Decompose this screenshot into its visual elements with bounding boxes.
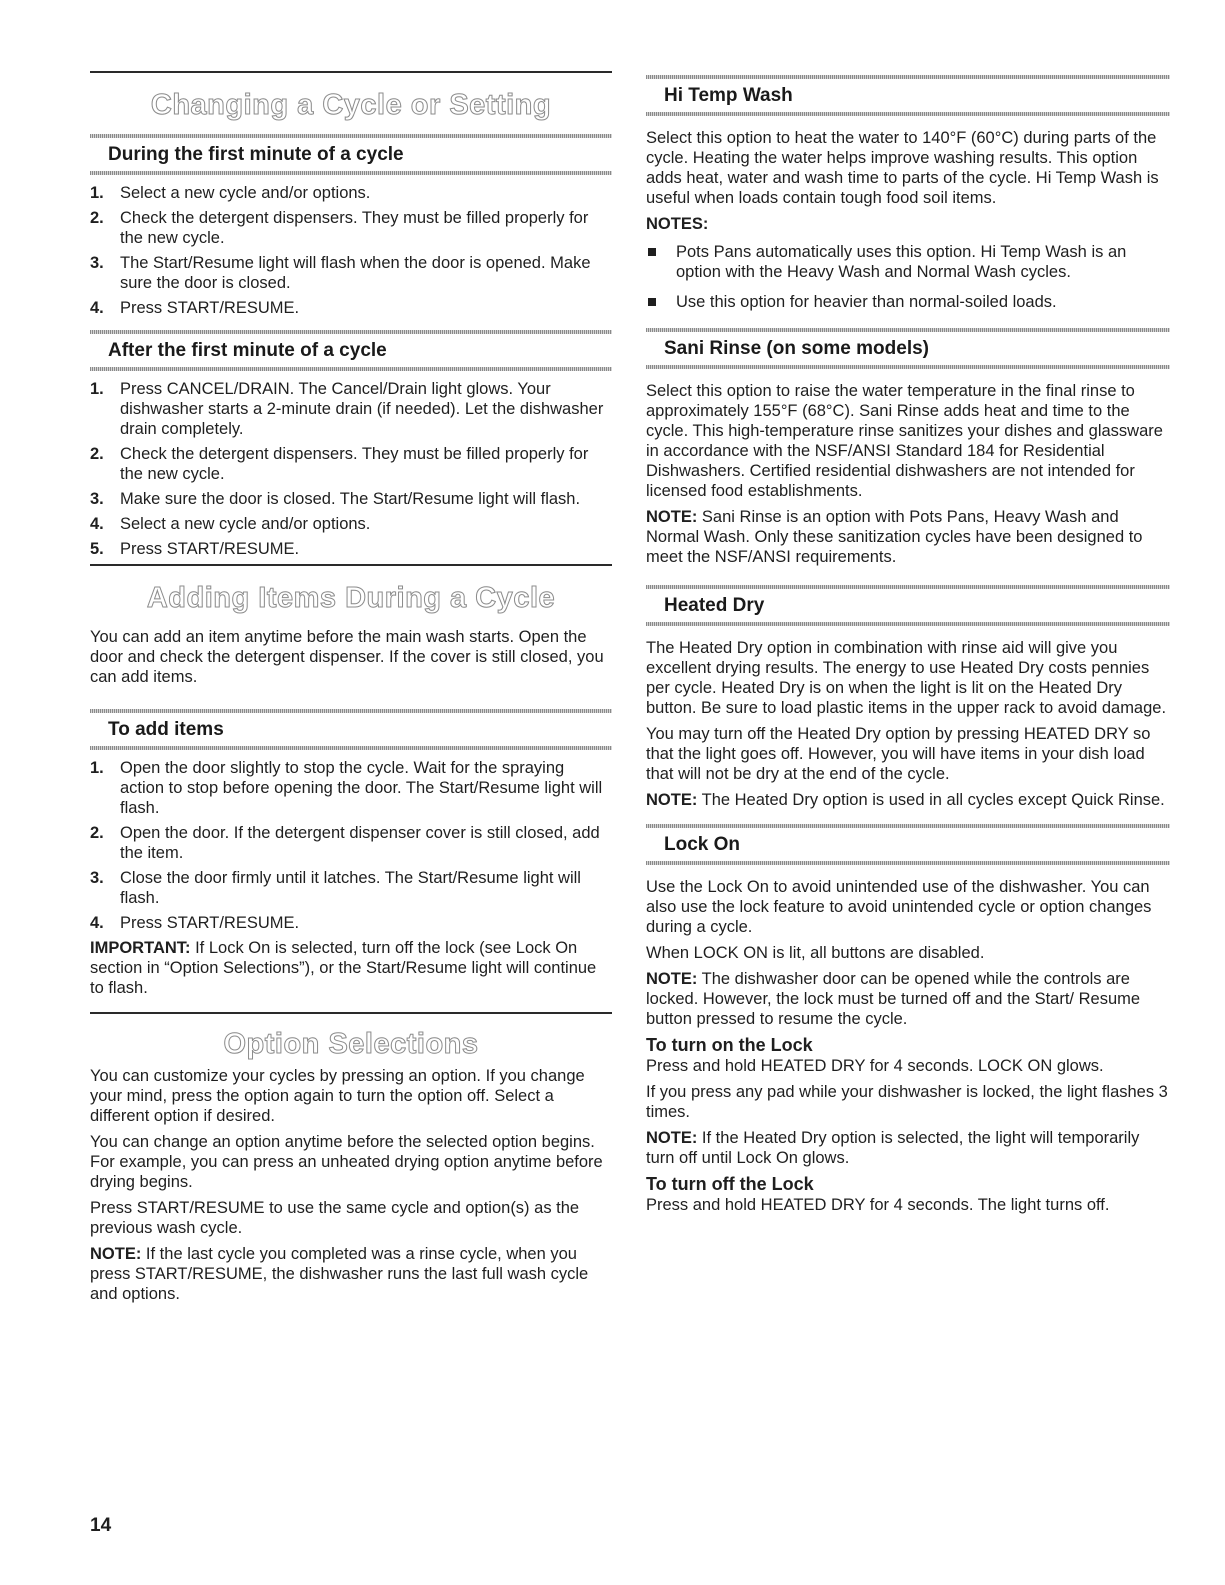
adding-intro: You can add an item anytime before the main wash starts. Open the door and check the detergent dispenser. If the cover is still closed, you can add items.: [90, 628, 604, 686]
bullet-text: Use this option for heavier than normal-soiled loads.: [676, 293, 1057, 311]
step-number: 2.: [90, 209, 104, 227]
hatch-divider: [90, 746, 612, 750]
heading-lock-on: Lock On: [664, 834, 741, 855]
section-rule: [90, 1012, 612, 1014]
hitemp-paragraph: Select this option to heat the water to 140°F (60°C) during parts of the cycle. Heating the water helps improve washing results. This option adds heat, water and wash time to parts of the cycle. Hi Temp Wash is useful when loads contain tough food soil items.: [646, 129, 1159, 207]
list-item: [90, 758, 612, 818]
step-text: Check the detergent dispensers. They must be filled properly for the new cycle.: [120, 209, 589, 247]
sani-paragraph: Select this option to raise the water temperature in the final rinse to approximately 155°F (68°C). Sani Rinse adds heat and time to the cycle. This high-temperature rinse sanitizes your dishes and glassware in accordance with the NSF/ANSI Standard 184 for Residential Dishwashers. Certified residential dishwashers are not intended for licensed food establishments.: [646, 382, 1163, 500]
note-text: If the Heated Dry option is selected, the light will temporarily turn off until Lock On glows.: [646, 1129, 1140, 1167]
bullet-icon: [648, 298, 656, 306]
after-steps-list: [90, 379, 612, 559]
list-item: [646, 292, 1170, 312]
heading-after-first-minute: After the first minute of a cycle: [108, 340, 387, 361]
important-label: IMPORTANT:: [90, 939, 191, 957]
step-number: 2.: [90, 824, 104, 842]
list-item: [90, 868, 612, 908]
step-text: Press START/RESUME.: [120, 540, 300, 558]
options-paragraph-3: Press START/RESUME to use the same cycle and option(s) as the previous wash cycle.: [90, 1199, 580, 1237]
step-number: 1.: [90, 184, 104, 202]
section-title-options: Option Selections: [223, 1028, 479, 1060]
lock-note-1: [646, 969, 1170, 1029]
page-number: 14: [90, 1515, 112, 1536]
hatch-divider: [90, 171, 612, 175]
heading-turn-off-lock: To turn off the Lock: [646, 1174, 814, 1194]
step-text: Press CANCEL/DRAIN. The Cancel/Drain light glows. Your dishwasher starts a 2-minute drain (if needed). Let the dishwasher drain completely.: [120, 380, 604, 438]
list-item: [90, 253, 612, 293]
hatch-divider: [646, 328, 1170, 332]
hitemp-notes-label: NOTES:: [646, 215, 709, 233]
heading-sani-rinse: Sani Rinse (on some models): [664, 338, 929, 359]
step-number: 5.: [90, 540, 104, 558]
list-item: [90, 298, 612, 318]
lock-paragraph-1: Use the Lock On to avoid unintended use of the dishwasher. You can also use the lock feature to avoid unintended cycle or option changes during a cycle.: [646, 878, 1152, 936]
heading-heated-dry: Heated Dry: [664, 595, 765, 616]
heading-hi-temp-wash: Hi Temp Wash: [664, 85, 793, 106]
heading-turn-on-lock: To turn on the Lock: [646, 1035, 813, 1055]
hatch-divider: [90, 134, 612, 138]
hatch-divider: [646, 112, 1170, 116]
note-text: The dishwasher door can be opened while the controls are locked. However, the lock must be turned off and the Start/ Resume button pressed to resume the cycle.: [646, 970, 1141, 1028]
hatch-divider: [90, 330, 612, 334]
step-text: Select a new cycle and/or options.: [120, 184, 371, 202]
list-item: [90, 539, 612, 559]
step-number: 1.: [90, 380, 104, 398]
step-text: Close the door firmly until it latches. The Start/Resume light will flash.: [120, 869, 581, 907]
options-note: [90, 1244, 612, 1304]
list-item: [90, 514, 612, 534]
hitemp-notes-list: [646, 242, 1170, 312]
lock-note-2: [646, 1128, 1170, 1168]
step-number: 2.: [90, 445, 104, 463]
step-text: Press START/RESUME.: [120, 299, 300, 317]
step-text: Make sure the door is closed. The Start/Resume light will flash.: [120, 490, 581, 508]
step-text: Open the door. If the detergent dispenser cover is still closed, add the item.: [120, 824, 600, 862]
important-note: [90, 938, 612, 998]
step-text: Check the detergent dispensers. They must be filled properly for the new cycle.: [120, 445, 589, 483]
hatch-divider: [646, 585, 1170, 589]
heated-note: [646, 790, 1170, 810]
step-text: The Start/Resume light will flash when the door is opened. Make sure the door is closed.: [120, 254, 591, 292]
step-number: 3.: [90, 254, 104, 272]
heated-paragraph-1: The Heated Dry option in combination with rinse aid will give you excellent drying results. The energy to use Heated Dry costs pennies per cycle. Heated Dry is on when the light is lit on the Heated Dry button. Be sure to load plastic items in the upper rack to avoid damage.: [646, 639, 1167, 717]
during-steps-list: [90, 183, 612, 318]
hatch-divider: [646, 365, 1170, 369]
turn-off-paragraph: Press and hold HEATED DRY for 4 seconds. The light turns off.: [646, 1196, 1110, 1214]
note-label: NOTE:: [646, 970, 698, 988]
list-item: [90, 208, 612, 248]
lock-paragraph-2: When LOCK ON is lit, all buttons are disabled.: [646, 944, 985, 962]
note-label: NOTE:: [646, 1129, 698, 1147]
hatch-divider: [90, 709, 612, 713]
hatch-divider: [646, 824, 1170, 828]
bullet-text: Pots Pans automatically uses this option. Hi Temp Wash is an option with the Heavy Wash and Normal Wash cycles.: [676, 243, 1127, 281]
step-text: Press START/RESUME.: [120, 914, 300, 932]
heated-paragraph-2: You may turn off the Heated Dry option by pressing HEATED DRY so that the light goes off. However, you will have items in your dish load that will not be dry at the end of the cycle.: [646, 725, 1151, 783]
step-text: Select a new cycle and/or options.: [120, 515, 371, 533]
note-text: The Heated Dry option is used in all cycles except Quick Rinse.: [697, 791, 1165, 809]
list-item: [90, 379, 612, 439]
options-paragraph-1: You can customize your cycles by pressing an option. If you change your mind, press the option again to turn the option off. Select a different option if desired.: [90, 1067, 585, 1125]
note-text: If the last cycle you completed was a rinse cycle, when you press START/RESUME, the dishwasher runs the last full wash cycle and options.: [90, 1245, 589, 1303]
note-label: NOTE:: [646, 508, 698, 526]
right-column: [646, 75, 1170, 1215]
list-item: [90, 913, 612, 933]
add-steps-list: [90, 758, 612, 933]
list-item: [90, 444, 612, 484]
heading-to-add-items: To add items: [108, 719, 224, 740]
sani-note: [646, 507, 1170, 567]
left-column: [90, 71, 612, 1304]
step-number: 4.: [90, 299, 104, 317]
list-item: [90, 489, 612, 509]
step-number: 4.: [90, 914, 104, 932]
step-text: Open the door slightly to stop the cycle. Wait for the spraying action to stop before opening the door. The Start/Resume light will flash.: [120, 759, 603, 817]
list-item: [646, 242, 1170, 282]
list-item: [90, 823, 612, 863]
hatch-divider: [90, 367, 612, 371]
note-label: NOTE:: [646, 791, 698, 809]
hatch-divider: [646, 861, 1170, 865]
turn-on-paragraph-2: If you press any pad while your dishwasher is locked, the light flashes 3 times.: [646, 1083, 1168, 1121]
important-text: If Lock On is selected, turn off the lock (see Lock On section in “Option Selections”), or the Start/Resume light will continue to flash.: [90, 939, 597, 997]
hatch-divider: [646, 622, 1170, 626]
section-title-adding: Adding Items During a Cycle: [146, 582, 556, 614]
section-rule: [90, 564, 612, 566]
step-number: 1.: [90, 759, 104, 777]
step-number: 3.: [90, 490, 104, 508]
bullet-icon: [648, 248, 656, 256]
section-title-changing: Changing a Cycle or Setting: [150, 89, 552, 121]
note-label: NOTE:: [90, 1245, 142, 1263]
note-text: Sani Rinse is an option with Pots Pans, Heavy Wash and Normal Wash. Only these sanitization cycles have been designed to meet the NSF/ANSI requirements.: [646, 508, 1143, 566]
step-number: 3.: [90, 869, 104, 887]
heading-during-first-minute: During the first minute of a cycle: [108, 144, 404, 165]
hatch-divider: [646, 75, 1170, 79]
step-number: 4.: [90, 515, 104, 533]
options-paragraph-2: You can change an option anytime before the selected option begins. For example, you can press an unheated drying option anytime before drying begins.: [90, 1133, 603, 1191]
turn-on-paragraph-1: Press and hold HEATED DRY for 4 seconds. LOCK ON glows.: [646, 1057, 1104, 1075]
section-rule: [90, 71, 612, 73]
list-item: [90, 183, 612, 203]
